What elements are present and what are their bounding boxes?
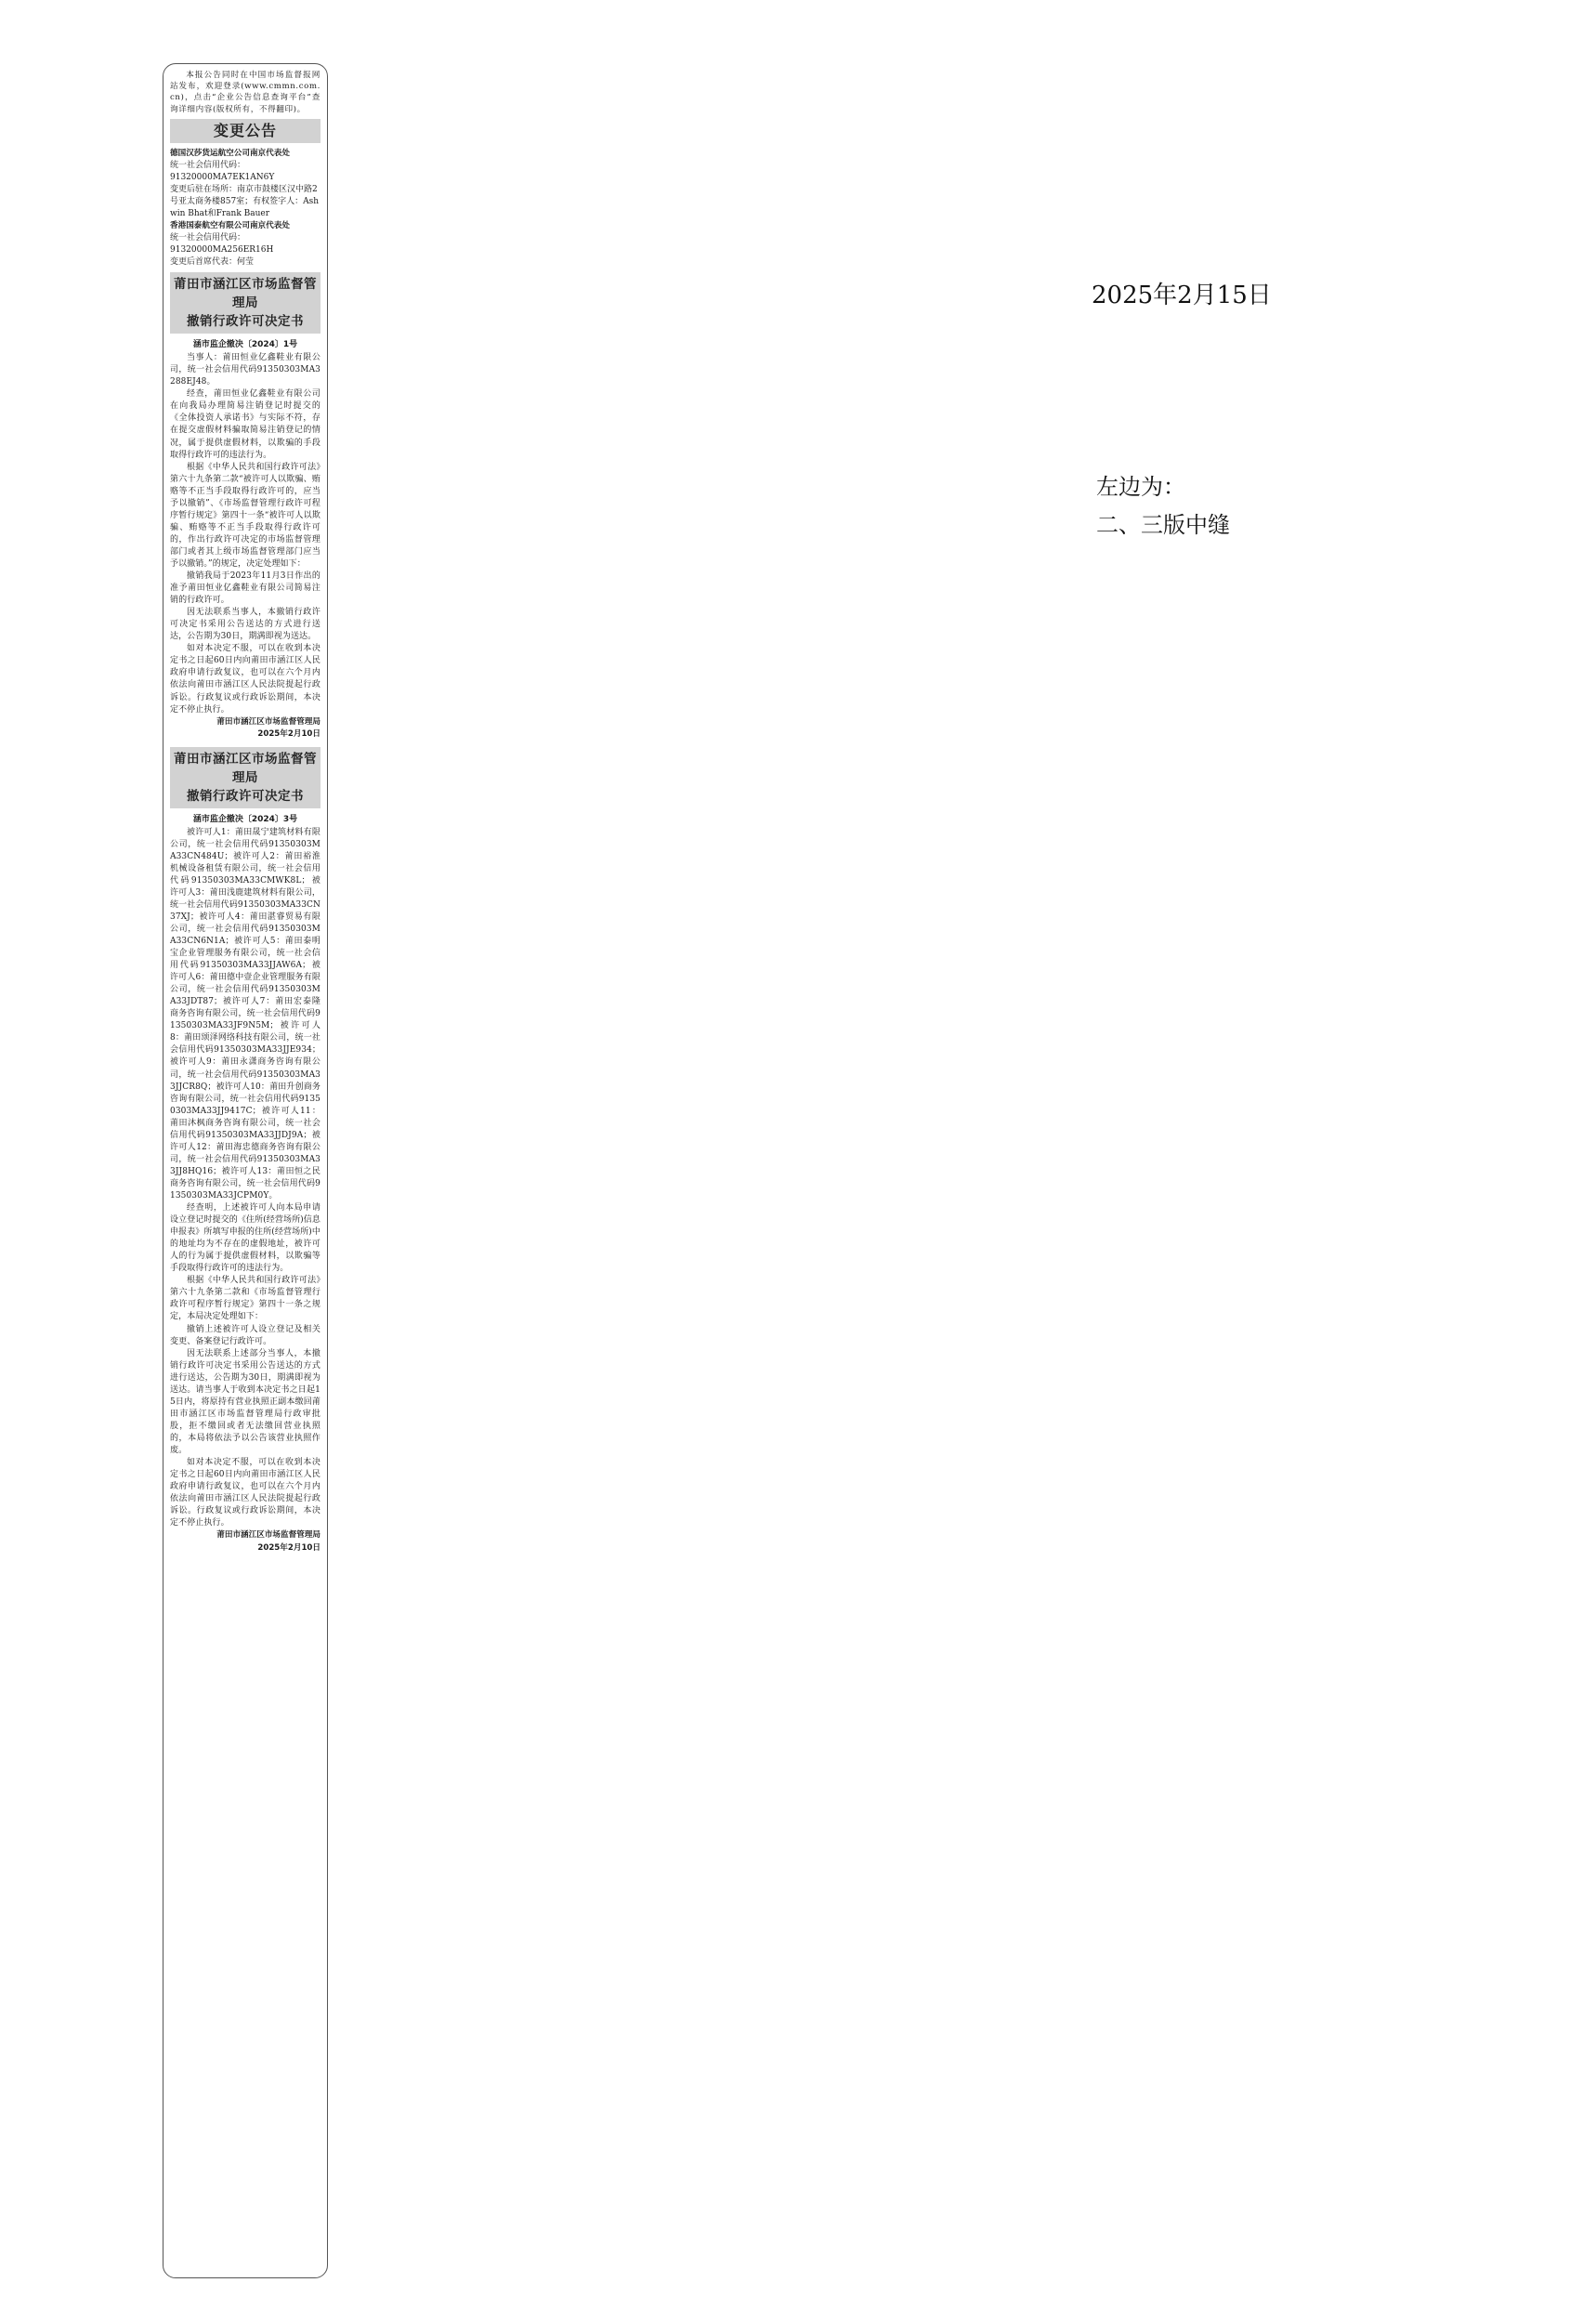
- decision2-paragraph: 撤销上述被许可人设立登记及相关变更、备案登记行政许可。: [170, 1324, 321, 1346]
- decision2-paragraph: 根据《中华人民共和国行政许可法》第六十九条第二款和《市场监督管理行政许可程序暂行规定》第四十一条之规定，本局决定处理如下：: [170, 1276, 321, 1322]
- decision2-paragraph: 经查明，上述被许可人向本局申请设立登记时提交的《住所(经营场所)信息申报表》所填写申报的住所(经营场所)中的地址均为不存在的虚假地址，被许可人的行为属于提供虚假材料，以欺骗等手段取得行政许可的违法行为。: [170, 1203, 321, 1274]
- decision1-paragraph: 因无法联系当事人，本撤销行政许可决定书采用公告送达的方式进行送达，公告期为30日，期满即视为送达。: [170, 608, 321, 642]
- decision2-doc-number: 涵市监企撤决〔2024〕3号: [192, 814, 298, 824]
- decision2-sign-date: 2025年2月10日: [257, 1542, 321, 1553]
- intro-text: 本报公告同时在中国市场监督报网站发布，欢迎登录(www.cmmn.com.cn)，点击“企业公告信息查询平台”查询详细内容(版权所有，不得翻印)。: [170, 71, 321, 114]
- decision1-paragraph: 如对本决定不服，可以在收到本决定书之日起60日内向莆田市涵江区人民政府申请行政复议，也可以在六个月内依法向莆田市涵江区人民法院提起行政诉讼。行政复议或行政诉讼期间，本决定不停止执行。: [170, 644, 321, 715]
- company-name: 香港国泰航空有限公司南京代表处: [170, 221, 290, 231]
- decision1-sign-date: 2025年2月10日: [257, 729, 321, 740]
- decision2-title: 莆田市涵江区市场监督管理局 撤销行政许可决定书: [170, 747, 321, 808]
- notice-line: 统一社会信用代码：: [170, 160, 246, 170]
- side-note-description: 二、三版中缝: [1096, 512, 1230, 538]
- decision2-paragraph: 如对本决定不服，可以在收到本决定书之日起60日内向莆田市涵江区人民政府申请行政复议，也可以在六个月内依法向莆田市涵江区人民法院提起行政诉讼。行政复议或行政诉讼期间，本决定不停止执行。: [170, 1458, 321, 1528]
- decision1-paragraph: 当事人：莆田恒业亿鑫鞋业有限公司，统一社会信用代码91350303MA3288EJ48。: [170, 353, 321, 387]
- notice-line: 变更后首席代表：何莹: [170, 257, 255, 268]
- decision1-paragraph: 经查，莆田恒业亿鑫鞋业有限公司在向我局办理简易注销登记时提交的《全体投资人承诺书》与实际不符，存在提交虚假材料骗取简易注销登记的情况，属于提供虚假材料，以欺骗的手段取得行政许可的违法行为。: [170, 389, 321, 460]
- decision2-sign-org: 莆田市涵江区市场监督管理局: [216, 1530, 321, 1541]
- company-name: 德国汉莎货运航空公司南京代表处: [170, 148, 290, 158]
- notice-line: 变更后驻在场所：南京市鼓楼区汉中路2号亚太商务楼857室；有权签字人：Ashwin Bhat和Frank Bauer: [170, 184, 320, 218]
- decision1-title: 莆田市涵江区市场监督管理局 撤销行政许可决定书: [170, 272, 321, 334]
- decision2-paragraph: 因无法联系上述部分当事人，本撤销行政许可决定书采用公告送达的方式进行送达，公告期为30日，期满即视为送达。请当事人于收到本决定书之日起15日内，将原持有营业执照正副本缴回莆田市涵江区市场监督管理局行政审批股，拒不缴回或者无法缴回营业执照的，本局将依法予以公告该营业执照作废。: [170, 1348, 321, 1455]
- announcement-column: [163, 63, 328, 2278]
- side-note-label: 左边为：: [1096, 474, 1185, 500]
- decision2-paragraph: 被许可人1：莆田晟宁建筑材料有限公司，统一社会信用代码91350303MA33CN484U；被许可人2：莆田裕淮机械设备租赁有限公司，统一社会信用代码91350303MA33CMWK8L；被许可人3：莆田浅鹿建筑材料有限公司，统一社会信用代码91350303MA33CN37XJ；被许可人4：莆田湛睿贸易有限公司，统一社会信用代码91350303MA33CN6N1A；被许可人5：莆田泰明宝企业管理服务有限公司，统一社会信用代码91350303MA33JJAW6A；被许可人6：莆田德中壹企业管理服务有限公司，统一社会信用代码91350303MA33JDT87；被许可人7：莆田宏泰隆商务咨询有限公司，统一社会信用代码91350303MA33JF9N5M；被许可人8：莆田颂泽网络科技有限公司，统一社会信用代码91350303MA33JJE934；被许可人9：莆田永潇商务咨询有限公司，统一社会信用代码91350303MA33JJCR8Q；被许可人10：莆田升创商务咨询有限公司，统一社会信用代码91350303MA33JJ9417C；被许可人11：莆田沐枫商务咨询有限公司，统一社会信用代码91350303MA33JJDJ9A；被许可人12：莆田海忠德商务咨询有限公司，统一社会信用代码91350303MA33JJ8HQ16；被许可人13：莆田恒之民商务咨询有限公司，统一社会信用代码91350303MA33JCPM0Y。: [170, 827, 321, 1200]
- decision1-doc-number: 涵市监企撤决〔2024〕1号: [192, 340, 298, 350]
- decision1-paragraph: 撤销我局于2023年11月3日作出的准予莆田恒业亿鑫鞋业有限公司简易注销的行政许可。: [170, 571, 321, 606]
- notice-line: 91320000MA7EK1AN6Y: [170, 172, 275, 182]
- notice-line: 91320000MA256ER16H: [170, 245, 274, 256]
- change-notice-title: 变更公告: [170, 119, 321, 143]
- publication-date: 2025年2月15日: [1092, 282, 1272, 309]
- decision1-paragraph: 根据《中华人民共和国行政许可法》第六十九条第二款“被许可人以欺骗、贿赂等不正当手段取得行政许可的，应当予以撤销”、《市场监督管理行政许可程序暂行规定》第四十一条“被许可人以欺骗、贿赂等不正当手段取得行政许可的，作出行政许可决定的市场监督管理部门或者其上级市场监督管理部门应当予以撤销。”的规定，决定处理如下：: [170, 462, 321, 569]
- notice-line: 统一社会信用代码：: [170, 233, 246, 243]
- decision1-sign-org: 莆田市涵江区市场监督管理局: [216, 716, 321, 727]
